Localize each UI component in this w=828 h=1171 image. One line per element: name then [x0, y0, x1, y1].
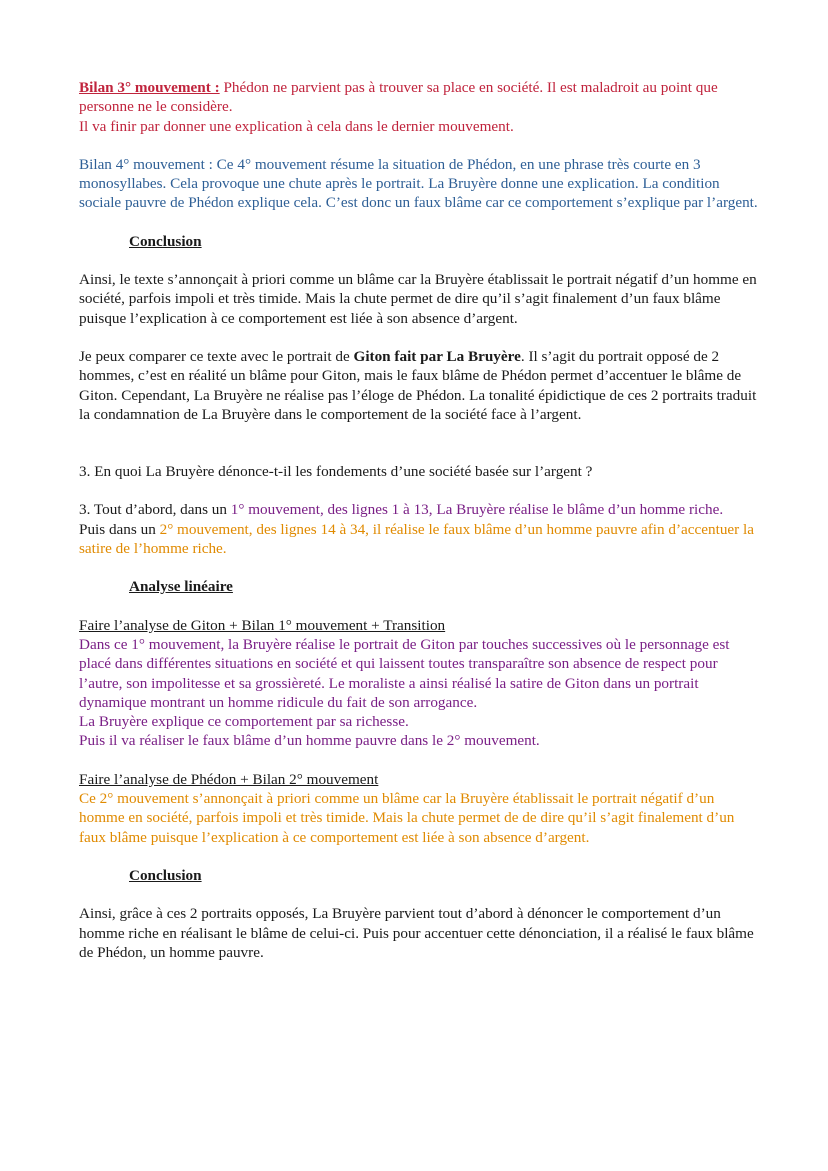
intro-p2-colored: 2° mouvement, des lignes 14 à 34, il réalise le faux blâme d’un homme pauvre afin d’accentuer la satire de l’homme riche.: [79, 520, 754, 558]
para2-start: Je peux comparer ce texte avec le portrait de: [79, 347, 354, 365]
bilan3-line2: Il va finir par donner une explication à cela dans le dernier mouvement.: [79, 117, 514, 135]
intro-p1: [79, 500, 759, 519]
conclusion1-para2: [79, 347, 759, 424]
intro-p2: [79, 520, 759, 559]
bilan3-title: Bilan 3° mouvement :: [79, 79, 220, 96]
analyse-sub1-line3: Puis il va réaliser le faux blâme d’un homme pauvre dans le 2° mouvement.: [79, 732, 540, 750]
conclusion2-heading: Conclusion: [129, 866, 202, 884]
document-page: [79, 78, 759, 962]
bilan3-paragraph: [79, 78, 759, 117]
intro-p2-start: Puis dans un: [79, 520, 160, 538]
analyse-sub2-text: Ce 2° mouvement s’annonçait à priori comme un blâme car la Bruyère établissait le portrait négatif d’un homme en société, parfois impoli et très timide. Mais la chute permet de de dire qu’il s’agit finalement d’un faux blâme puisque l’explication à ce comportement est liée à son absence d’argent.: [79, 790, 735, 846]
para2-bold: Giton fait par La Bruyère: [353, 347, 521, 365]
para2-end: . Il s’agit du portrait opposé de 2 hommes, c’est en réalité un blâme pour Giton, mais le faux blâme de Phédon permet d’accentuer le blâme de Giton. Cependant, La Bruyère ne réalise pas l’éloge de Phédon. La tonalité épidictique de ces 2 portraits traduit la condamnation de La Bruyère dans le comportement de la société face à l’argent.: [79, 347, 757, 423]
intro-p1-start: 3. Tout d’abord, dans un: [79, 501, 231, 519]
analyse-sub1-line2: La Bruyère explique ce comportement par sa richesse.: [79, 713, 409, 731]
bilan4-paragraph: Bilan 4° mouvement : Ce 4° mouvement résume la situation de Phédon, en une phrase très courte en 3 monosyllabes. Cela provoque une chute après le portrait. La Bruyère donne une explication. La condition sociale pauvre de Phédon explique cela. C’est donc un faux blâme car ce comportement s’explique par l’argent.: [79, 155, 758, 212]
question-line: 3. En quoi La Bruyère dénonce-t-il les fondements d’une société basée sur l’argent ?: [79, 463, 593, 481]
bilan3-text: Phédon ne parvient pas à trouver sa place en société. Il est maladroit au point que personne ne le considère.: [79, 79, 718, 116]
analyse-heading: Analyse linéaire: [129, 578, 233, 596]
conclusion2-text: Ainsi, grâce à ces 2 portraits opposés, La Bruyère parvient tout d’abord à dénoncer le comportement d’un homme riche en réalisant le blâme de celui-ci. Puis pour accentuer cette dénonciation, il a réalisé le faux blâme de Phédon, un homme pauvre.: [79, 905, 754, 961]
analyse-sub1: Faire l’analyse de Giton + Bilan 1° mouvement + Transition: [79, 616, 446, 634]
conclusion1-para1: Ainsi, le texte s’annonçait à priori comme un blâme car la Bruyère établissait le portrait négatif d’un homme en société, parfois impoli et très timide. Mais la chute permet de dire qu’il s’agit finalement d’un faux blâme puisque l’explication à ce comportement est liée à son absence d’argent.: [79, 271, 757, 327]
analyse-sub2: Faire l’analyse de Phédon + Bilan 2° mouvement: [79, 770, 379, 788]
analyse-sub1-text: Dans ce 1° mouvement, la Bruyère réalise le portrait de Giton par touches successives où le personnage est placé dans différentes situations en société et qui laissent toutes transparaître son absence de respect pour l’autre, son impolitesse et sa grossièreté. Le moraliste a ainsi réalisé la satire de Giton dans un portrait dynamique montrant un homme ridicule du fait de son arrogance.: [79, 635, 730, 711]
conclusion1-heading: Conclusion: [129, 232, 202, 250]
intro-p1-colored: 1° mouvement, des lignes 1 à 13, La Bruyère réalise le blâme d’un homme riche.: [230, 501, 724, 519]
